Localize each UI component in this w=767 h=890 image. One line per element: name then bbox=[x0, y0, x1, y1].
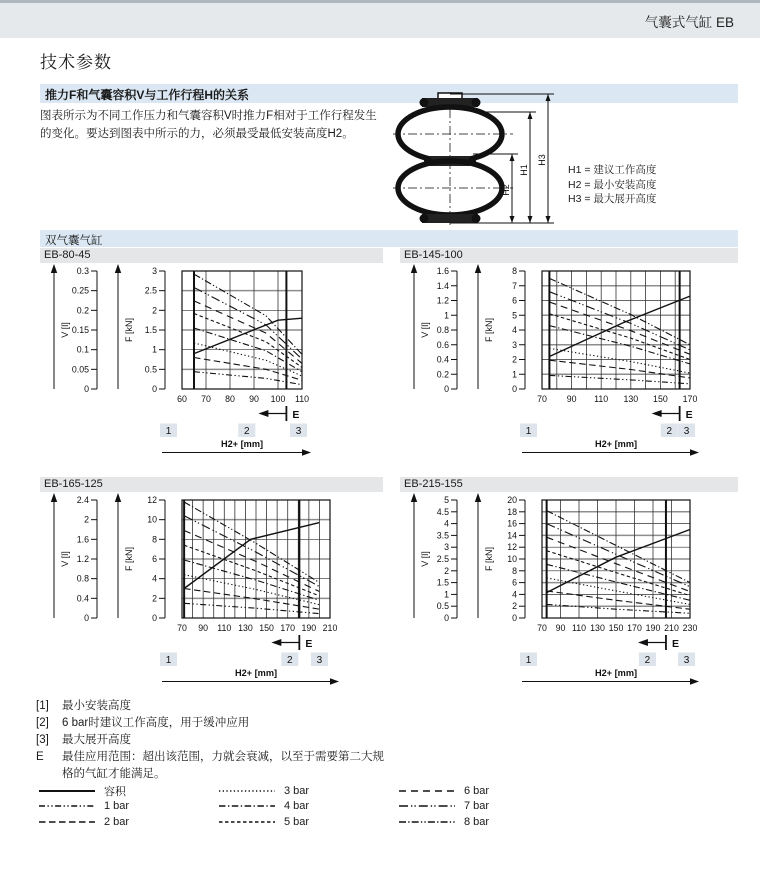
legend-item-p2 bbox=[38, 816, 218, 828]
svg-text:110: 110 bbox=[294, 394, 310, 404]
svg-text:150: 150 bbox=[259, 623, 274, 633]
svg-text:90: 90 bbox=[555, 623, 566, 633]
svg-text:V [l]: V [l] bbox=[420, 322, 430, 338]
legend-item-p8 bbox=[398, 816, 578, 828]
svg-text:230: 230 bbox=[682, 623, 698, 633]
svg-text:2: 2 bbox=[84, 514, 89, 525]
svg-text:16: 16 bbox=[507, 518, 517, 529]
svg-text:H2+ [mm]: H2+ [mm] bbox=[594, 439, 638, 449]
legend-line-sample bbox=[218, 817, 276, 827]
svg-text:E: E bbox=[671, 638, 679, 650]
svg-text:V [l]: V [l] bbox=[420, 551, 430, 567]
legend-label: 3 bar bbox=[284, 784, 310, 797]
svg-text:3: 3 bbox=[295, 426, 302, 437]
svg-text:2: 2 bbox=[512, 354, 517, 365]
svg-text:110: 110 bbox=[571, 623, 587, 633]
legend-item-p7 bbox=[398, 800, 578, 812]
footnote-3: [3] 最大展开高度 bbox=[36, 734, 131, 746]
footnotes bbox=[36, 698, 384, 783]
bottom-plate bbox=[422, 214, 478, 223]
svg-text:F [kN]: F [kN] bbox=[124, 318, 134, 342]
svg-text:6: 6 bbox=[152, 554, 157, 564]
legend-item-p5 bbox=[218, 816, 398, 828]
svg-text:10: 10 bbox=[507, 554, 517, 564]
chart-canvas bbox=[400, 490, 745, 687]
svg-text:0.5: 0.5 bbox=[144, 364, 157, 375]
svg-text:0: 0 bbox=[444, 384, 449, 394]
svg-text:0: 0 bbox=[512, 613, 517, 623]
svg-text:0.3: 0.3 bbox=[76, 266, 89, 276]
svg-text:2: 2 bbox=[152, 593, 157, 604]
svg-text:F [kN]: F [kN] bbox=[484, 318, 494, 342]
svg-text:0: 0 bbox=[84, 613, 89, 623]
svg-text:0.8: 0.8 bbox=[436, 325, 449, 335]
chart-title-eb-145-100: EB-145-100 bbox=[400, 248, 738, 263]
legend-line-sample bbox=[38, 817, 96, 827]
chart-title-eb-215-155: EB-215-155 bbox=[400, 477, 738, 492]
svg-text:5: 5 bbox=[444, 495, 449, 505]
svg-text:F [kN]: F [kN] bbox=[484, 547, 494, 571]
svg-text:4: 4 bbox=[444, 518, 449, 529]
svg-text:1.2: 1.2 bbox=[436, 295, 449, 306]
svg-text:3.5: 3.5 bbox=[436, 530, 449, 541]
bellows-drawing bbox=[393, 92, 703, 232]
svg-text:1: 1 bbox=[444, 589, 449, 600]
svg-text:8: 8 bbox=[152, 534, 157, 545]
svg-text:150: 150 bbox=[608, 623, 624, 633]
svg-text:0.4: 0.4 bbox=[436, 354, 449, 365]
legend-label: 7 bar bbox=[464, 800, 490, 813]
svg-text:5: 5 bbox=[512, 310, 517, 321]
svg-text:1.5: 1.5 bbox=[436, 577, 449, 588]
legend-item-p3 bbox=[218, 785, 398, 797]
svg-text:1.6: 1.6 bbox=[76, 534, 89, 545]
svg-text:1: 1 bbox=[444, 310, 449, 321]
legend-label: 2 bar bbox=[104, 815, 130, 828]
svg-text:130: 130 bbox=[590, 623, 605, 633]
legend-item-vol bbox=[38, 783, 218, 799]
chart-title-eb-80-45: EB-80-45 bbox=[40, 248, 383, 263]
svg-text:70: 70 bbox=[201, 394, 211, 404]
svg-text:3: 3 bbox=[512, 339, 517, 350]
intro-text bbox=[40, 107, 377, 143]
dim-label-h2: H2 bbox=[501, 184, 511, 196]
svg-text:20: 20 bbox=[507, 495, 517, 505]
footnote-e-cont: 格的气缸才能满足。 bbox=[62, 768, 166, 780]
legend-line-sample bbox=[218, 801, 276, 811]
svg-text:1.5: 1.5 bbox=[144, 325, 157, 335]
svg-text:0.05: 0.05 bbox=[71, 364, 89, 375]
svg-text:2: 2 bbox=[152, 305, 157, 316]
svg-text:110: 110 bbox=[217, 623, 232, 633]
svg-text:3: 3 bbox=[152, 266, 157, 276]
svg-text:H2+ [mm]: H2+ [mm] bbox=[234, 668, 278, 678]
height-legend-h1: H1 = 建议工作高度 bbox=[568, 164, 657, 176]
chart-canvas bbox=[40, 490, 385, 687]
legend-line-sample bbox=[398, 817, 456, 827]
svg-text:70: 70 bbox=[537, 623, 547, 633]
chart-eb-80-45 bbox=[40, 261, 385, 463]
svg-text:60: 60 bbox=[177, 394, 187, 404]
svg-text:1: 1 bbox=[165, 426, 172, 437]
svg-text:90: 90 bbox=[198, 623, 209, 633]
svg-text:0.15: 0.15 bbox=[71, 325, 89, 335]
svg-text:8: 8 bbox=[512, 565, 517, 576]
svg-text:0: 0 bbox=[84, 384, 89, 394]
svg-text:0.8: 0.8 bbox=[76, 573, 89, 584]
legend-label: 8 bar bbox=[464, 815, 490, 828]
svg-text:12: 12 bbox=[147, 495, 157, 505]
svg-text:4.5: 4.5 bbox=[436, 506, 449, 517]
footnote-e: E 最佳应用范围：超出该范围，力就会衰减，以至于需要第二大规 bbox=[36, 751, 384, 763]
page-title: 技术参数 bbox=[40, 53, 112, 72]
svg-text:7: 7 bbox=[512, 280, 517, 291]
svg-text:2.5: 2.5 bbox=[144, 285, 157, 296]
svg-text:170: 170 bbox=[682, 394, 698, 404]
svg-text:2: 2 bbox=[287, 655, 293, 666]
svg-text:12: 12 bbox=[507, 542, 517, 553]
dim-label-h1: H1 bbox=[519, 164, 529, 176]
svg-text:210: 210 bbox=[664, 623, 679, 633]
svg-text:70: 70 bbox=[537, 394, 547, 404]
svg-text:0.1: 0.1 bbox=[76, 344, 89, 355]
svg-text:90: 90 bbox=[249, 394, 259, 404]
svg-text:190: 190 bbox=[645, 623, 661, 633]
svg-text:4: 4 bbox=[512, 589, 517, 600]
svg-text:4: 4 bbox=[512, 325, 517, 335]
svg-text:18: 18 bbox=[507, 506, 517, 517]
height-legend-h2: H2 = 最小安装高度 bbox=[568, 178, 657, 191]
intro-line-2: 的变化。要达到图表中所示的力，必须最受最低安装高度H2。 bbox=[40, 128, 354, 140]
svg-text:1.6: 1.6 bbox=[436, 266, 449, 276]
section-heading: 推力F和气囊容积V与工作行程H的关系 bbox=[40, 84, 738, 103]
legend-line-sample bbox=[38, 801, 96, 811]
svg-text:1: 1 bbox=[512, 369, 517, 380]
svg-text:1: 1 bbox=[525, 655, 532, 666]
svg-text:2: 2 bbox=[512, 601, 517, 612]
legend-item-p6 bbox=[398, 785, 578, 797]
svg-text:10: 10 bbox=[147, 514, 157, 525]
page-header-band bbox=[0, 3, 760, 38]
legend-item-p4 bbox=[218, 800, 398, 812]
svg-text:1: 1 bbox=[152, 344, 157, 355]
height-legend-h3: H3 = 最大展开高度 bbox=[568, 193, 657, 205]
svg-text:E: E bbox=[305, 638, 313, 650]
legend-label: 4 bar bbox=[284, 800, 310, 813]
svg-text:150: 150 bbox=[653, 394, 668, 404]
intro-line-1: 图表所示为不同工作压力和气囊容积V时推力F相对于工作行程发生 bbox=[40, 110, 377, 122]
svg-text:F [kN]: F [kN] bbox=[124, 547, 134, 571]
svg-text:14: 14 bbox=[507, 530, 517, 541]
svg-text:2: 2 bbox=[244, 426, 250, 437]
svg-text:0.2: 0.2 bbox=[436, 369, 449, 380]
svg-text:0.2: 0.2 bbox=[76, 305, 89, 316]
legend-line-sample bbox=[218, 786, 276, 796]
svg-text:3: 3 bbox=[683, 426, 690, 437]
svg-text:70: 70 bbox=[177, 623, 187, 633]
svg-text:110: 110 bbox=[594, 394, 609, 404]
svg-text:6: 6 bbox=[512, 295, 517, 306]
svg-text:6: 6 bbox=[512, 577, 517, 588]
svg-text:H2+ [mm]: H2+ [mm] bbox=[220, 439, 264, 449]
svg-text:170: 170 bbox=[627, 623, 642, 633]
page-header-title: 气囊式气缸 EB bbox=[644, 14, 734, 30]
svg-text:0: 0 bbox=[152, 613, 157, 623]
svg-text:H2+ [mm]: H2+ [mm] bbox=[594, 668, 638, 678]
svg-text:1.4: 1.4 bbox=[436, 280, 449, 291]
legend-label: 5 bar bbox=[284, 815, 310, 828]
svg-text:90: 90 bbox=[566, 394, 577, 404]
chart-eb-165-125 bbox=[40, 490, 385, 692]
legend-line-sample bbox=[38, 786, 96, 796]
svg-text:1: 1 bbox=[525, 426, 532, 437]
chart-title-eb-165-125: EB-165-125 bbox=[40, 477, 383, 492]
svg-text:0.4: 0.4 bbox=[76, 593, 89, 604]
svg-text:2: 2 bbox=[644, 655, 651, 666]
svg-text:210: 210 bbox=[322, 623, 338, 633]
legend-item-p1 bbox=[38, 800, 218, 812]
svg-text:0.5: 0.5 bbox=[436, 601, 449, 612]
svg-text:0: 0 bbox=[444, 613, 449, 623]
svg-text:V [l]: V [l] bbox=[60, 551, 70, 567]
svg-text:130: 130 bbox=[623, 394, 639, 404]
svg-text:0.6: 0.6 bbox=[436, 339, 449, 350]
svg-text:3: 3 bbox=[444, 542, 449, 553]
svg-text:E: E bbox=[292, 409, 300, 421]
svg-text:2.5: 2.5 bbox=[436, 554, 449, 564]
dim-label-h3: H3 bbox=[537, 154, 547, 166]
line-style-legend bbox=[38, 783, 578, 830]
chart-eb-215-155 bbox=[400, 490, 745, 692]
legend-label: 6 bar bbox=[464, 784, 490, 797]
svg-text:2.4: 2.4 bbox=[76, 495, 89, 505]
svg-text:8: 8 bbox=[512, 266, 517, 276]
legend-line-sample bbox=[398, 786, 456, 796]
svg-text:170: 170 bbox=[280, 623, 296, 633]
legend-label: 容积 bbox=[104, 785, 126, 798]
height-legend bbox=[568, 163, 656, 207]
svg-text:0.25: 0.25 bbox=[71, 285, 89, 296]
svg-text:100: 100 bbox=[270, 394, 286, 404]
legend-line-sample bbox=[398, 801, 456, 811]
svg-text:0: 0 bbox=[512, 384, 517, 394]
legend-label: 1 bar bbox=[104, 800, 130, 813]
svg-text:V [l]: V [l] bbox=[60, 322, 70, 338]
chart-eb-145-100 bbox=[400, 261, 745, 463]
svg-text:80: 80 bbox=[225, 394, 235, 404]
svg-text:190: 190 bbox=[301, 623, 317, 633]
svg-text:2: 2 bbox=[444, 565, 449, 576]
svg-text:E: E bbox=[685, 409, 693, 421]
svg-text:0: 0 bbox=[152, 384, 157, 394]
svg-text:3: 3 bbox=[316, 655, 323, 666]
chart-canvas bbox=[40, 261, 385, 458]
footnote-2: [2] 6 bar时建议工作高度，用于缓冲应用 bbox=[36, 717, 250, 729]
chart-canvas bbox=[400, 261, 745, 458]
svg-text:1.2: 1.2 bbox=[76, 554, 89, 564]
svg-text:130: 130 bbox=[238, 623, 253, 633]
svg-text:2: 2 bbox=[666, 426, 673, 437]
svg-text:4: 4 bbox=[152, 573, 157, 584]
svg-text:3: 3 bbox=[683, 655, 690, 666]
bellows-diagram bbox=[393, 92, 703, 237]
svg-text:1: 1 bbox=[165, 655, 172, 666]
footnote-1: [1] 最小安装高度 bbox=[36, 700, 131, 712]
subsection-heading: 双气囊气缸 bbox=[40, 230, 738, 247]
